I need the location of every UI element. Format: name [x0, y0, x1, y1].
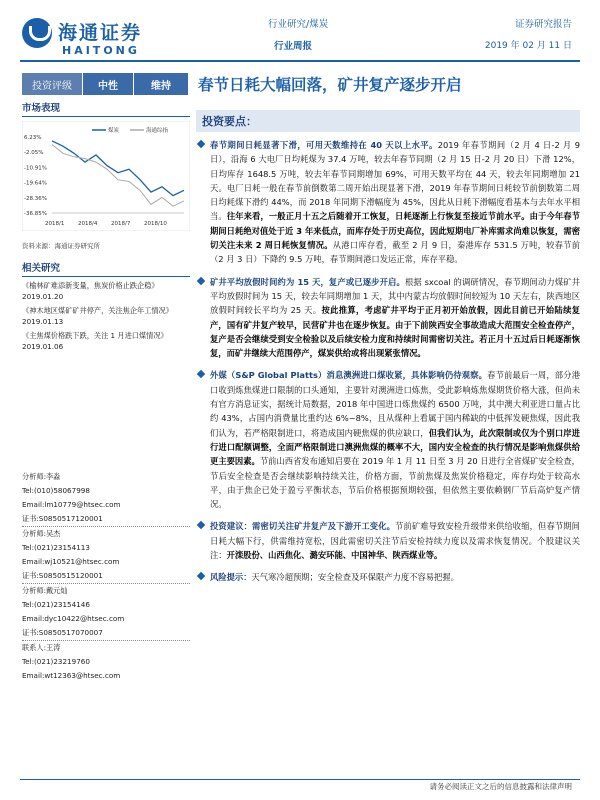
key-point-emphasis: 开滦股份、山西焦化、潞安环能、中国神华、陕西煤业等。: [226, 550, 443, 561]
analyst-email[interactable]: Email:dyc10422@htsec.com: [22, 614, 125, 623]
analyst-email[interactable]: Email:wj10521@htsec.com: [22, 557, 120, 566]
key-point-body: 2019 年春节期间（2 月 4 日-2 月 9 日），沿海 6 大电厂日均耗煤为 37.4 万吨，较去年春节同期（2 月 15 日-2 月 20 日）下滑 12%，日均库存 1648.5 万吨，较去年春节同期增加 69%，可用天数平均在 44 天，较去年同期增加 21 天。电厂日耗一般在春节前倒数第二周开始出现显著下滑，2019 年春节期间日耗较节前倒数第二周日均耗煤下滑约 44%，而 2018 年同期下滑幅度为 45%，因此从日耗下滑幅度看基本与去年水平相当。: [210, 140, 580, 222]
related-item[interactable]: [22, 305, 190, 327]
diamond-bullet-icon: [197, 140, 205, 148]
investment-rating: [22, 73, 188, 95]
key-point-lead: 外媒（S&P Global Platts）消息澳洲进口煤收紧，具体影响仍待观察。: [210, 370, 488, 381]
key-point-imports: [196, 368, 580, 511]
y-tick-label: -28.36%: [24, 195, 47, 202]
y-tick-label: -2.05%: [24, 150, 44, 157]
analyst-tel: Tel:(021)23219760: [22, 657, 90, 666]
key-point-body: 根据 sxcoal 的调研情况，春节期间动力煤矿井平均放假时间为 15 天，较去年同期增加 1 天，其中内蒙古均放假时间较短为 10 天左右，陕西地区放假时间较长平均为 25 天。: [210, 276, 581, 316]
haitong-logo-icon: [22, 18, 52, 48]
rating-value: 中性: [82, 73, 134, 95]
report-title: 春节日耗大幅回落，矿井复产逐步开启: [198, 75, 462, 94]
legend-index-label: 海通综指: [146, 128, 169, 134]
logo-english: HAITONG: [62, 44, 140, 57]
company-logo: [22, 16, 162, 62]
main-content: [196, 110, 580, 585]
related-item[interactable]: [22, 280, 190, 302]
related-item-title[interactable]: 《神木地区煤矿矿井停产，关注焦企年工情况》: [22, 306, 173, 315]
chart-frame: [22, 121, 190, 231]
key-point-body: 天气寒冷超预期；安全检查及环保限产力度不容易把握。: [251, 572, 459, 583]
key-point-emphasis: 往年来看，一般正月十五之后随着开工恢复，日耗逐渐上行恢复至接近节前水平。由于今年春节期间日耗绝对值处于近 3 年来低点，而库存处于历史高位，因此短期电厂补库需求尚难以恢复，需密切关注未来 2 周日耗恢复情况。: [210, 211, 580, 251]
header-divider: [20, 60, 580, 62]
diamond-bullet-icon: [197, 276, 205, 284]
x-tick-label: 2018/4: [78, 221, 98, 227]
y-tick-label: 6.23%: [24, 135, 42, 141]
key-point-recommendation: [196, 519, 580, 562]
key-point-emphasis: 但我们认为，此次限制或仅为个别口岸进行进口配额调整，全面严格限制进口澳洲焦煤的概率不大，国内安全检查的执行情况是影响焦煤供给更主要因素。: [210, 427, 580, 467]
key-point-body: 节前山西省发布通知启要在 2019 年 1 月 11 日至 3 月 20 日进行全省煤矿安全检查，节后安全检查是否会继续影响持续关注，价格方面，节前焦煤及焦炭价格稳定，库存均处于较高水平，由于焦企已处于盈亏平衡状态，节后价格根据预期较强，但依然主要依赖钢厂节后高炉复产情况。: [210, 456, 580, 510]
key-point-body: 从港口库存看，截至 2 月 9 日，秦港库存 531.5 万吨，较春节前（2 月 3 日）下降约 9.5 万吨，春节期间港口发运正常，库存平稳。: [210, 240, 580, 265]
related-item-date: 2019.01.20: [22, 292, 64, 301]
x-tick-label: 2018/10: [144, 221, 167, 227]
chart-source: 资料来源：海通证券研究所: [22, 242, 100, 250]
related-item-title[interactable]: 《榆林矿难添新变量，焦炭价格止跌企稳》: [22, 281, 159, 290]
y-tick-label: -10.91%: [24, 165, 47, 172]
y-tick-label: -36.85%: [24, 211, 47, 217]
market-chart-svg: [22, 121, 190, 231]
analyst-list: [22, 470, 190, 683]
key-point-body: 节前矿难导致安检升级带来供给收缩，但春节期间日耗大幅下行，供需维持宽松，因此需密切关注节后安检持续力度以及需求恢复情况。个股建议关注：: [210, 521, 580, 561]
analyst-tel: Tel:(010)58067998: [22, 486, 90, 495]
y-tick-label: -19.64%: [24, 180, 47, 187]
industry-category: 行业研究/煤炭: [268, 19, 329, 30]
report-series: 行业周报: [274, 41, 313, 52]
report-type: 证券研究报告: [514, 19, 572, 30]
market-chart: [22, 121, 190, 231]
left-sidebar: [22, 100, 190, 352]
analyst-cert: 证书:S0850517120001: [22, 514, 103, 523]
analyst-cert: 证书:S0850517070007: [22, 628, 103, 637]
analyst-email[interactable]: Email:lm10779@htsec.com: [22, 500, 121, 509]
related-research-heading: 相关研究: [22, 260, 190, 277]
footer-disclaimer: 请务必阅读正文之后的信息披露和法律声明: [429, 782, 572, 791]
analyst-tel: Tel:(021)23154146: [22, 600, 90, 609]
market-performance-heading: 市场表现: [22, 100, 190, 117]
report-date: 2019 年 02 月 11 日: [484, 41, 572, 51]
analyst-cert: 证书:S0850515120001: [22, 571, 103, 580]
rating-label: 投资评级: [22, 73, 82, 95]
key-point-body: 春节前最后一周，部分港口收到炼焦煤进口限制的口头通知，主要针对澳洲进口炼焦，受此影响炼焦煤期货价格大涨，但尚未有官方消息证实，据统计局数据，2018 年中国进口炼焦煤约 6500 万吨，其中澳大利亚进口量占比约 43%，占国内消费量比重约达 6%~8%，且从煤种上看属于国内稀缺的中低挥发硬焦煤，因此我们认为，若严格限制进口，将造成国内硬焦煤的供应缺口，: [210, 370, 580, 438]
analyst-name: 分析师:吴杰: [22, 529, 61, 538]
analyst-name: 联系人:王涛: [22, 643, 61, 652]
key-point-lead: 投资建议：需密切关注矿井复产及下游开工变化。: [210, 521, 396, 532]
analyst-email[interactable]: Email:wt12363@htsec.com: [22, 671, 121, 680]
analyst-name: 分析师:李淼: [22, 472, 61, 481]
key-point-supply: [196, 275, 580, 361]
diamond-bullet-icon: [197, 572, 205, 580]
key-point-risk: [196, 570, 580, 584]
related-item-date: 2019.01.13: [22, 317, 64, 326]
key-points-heading: 投资要点：: [196, 110, 580, 132]
key-point-lead: 春节期间日耗显著下滑，可用天数维持在 40 天以上水平。: [210, 140, 438, 150]
related-item[interactable]: [22, 330, 190, 352]
analyst-card: [22, 584, 190, 640]
key-point-emphasis: 按此推算，考虑矿井平均于正月初开始放假，因此目前已开始陆续复产，国有矿井复产较早，民营矿井也在逐步恢复。由于下前陕西安全事故造成大范围安全检查停产，复产是否会继续受到安全检验以及后续安检力度和持续时间需密切关注。若正月十五过后日耗逐渐恢复，而矿井继续大范围停产，煤炭供给或将出现紧张情况。: [210, 305, 580, 359]
footer-divider: [20, 779, 580, 780]
analyst-tel: Tel:(021)23154113: [22, 543, 90, 552]
analyst-card: [22, 527, 190, 583]
key-point-lead: 矿井平均放假时间约为 15 天，复产或已逐步开启。: [210, 276, 405, 287]
analyst-name: 分析师:戴元灿: [22, 586, 68, 595]
analyst-card: [22, 470, 190, 526]
diamond-bullet-icon: [197, 370, 205, 378]
diamond-bullet-icon: [197, 521, 205, 529]
logo-chinese: 海通证券: [58, 22, 143, 44]
related-item-title[interactable]: 《主焦煤价格跌下跌，关注 1 月进口煤情况》: [22, 331, 168, 340]
related-item-date: 2019.01.06: [22, 342, 64, 351]
legend-coal-label: 煤炭: [108, 128, 120, 134]
x-tick-label: 2018/1: [45, 221, 65, 227]
analyst-card: [22, 641, 190, 683]
x-tick-label: 2018/7: [111, 221, 131, 227]
key-point-lead: 风险提示：: [210, 572, 252, 583]
rating-action: 维持: [134, 73, 188, 95]
key-point-demand: [196, 138, 580, 267]
